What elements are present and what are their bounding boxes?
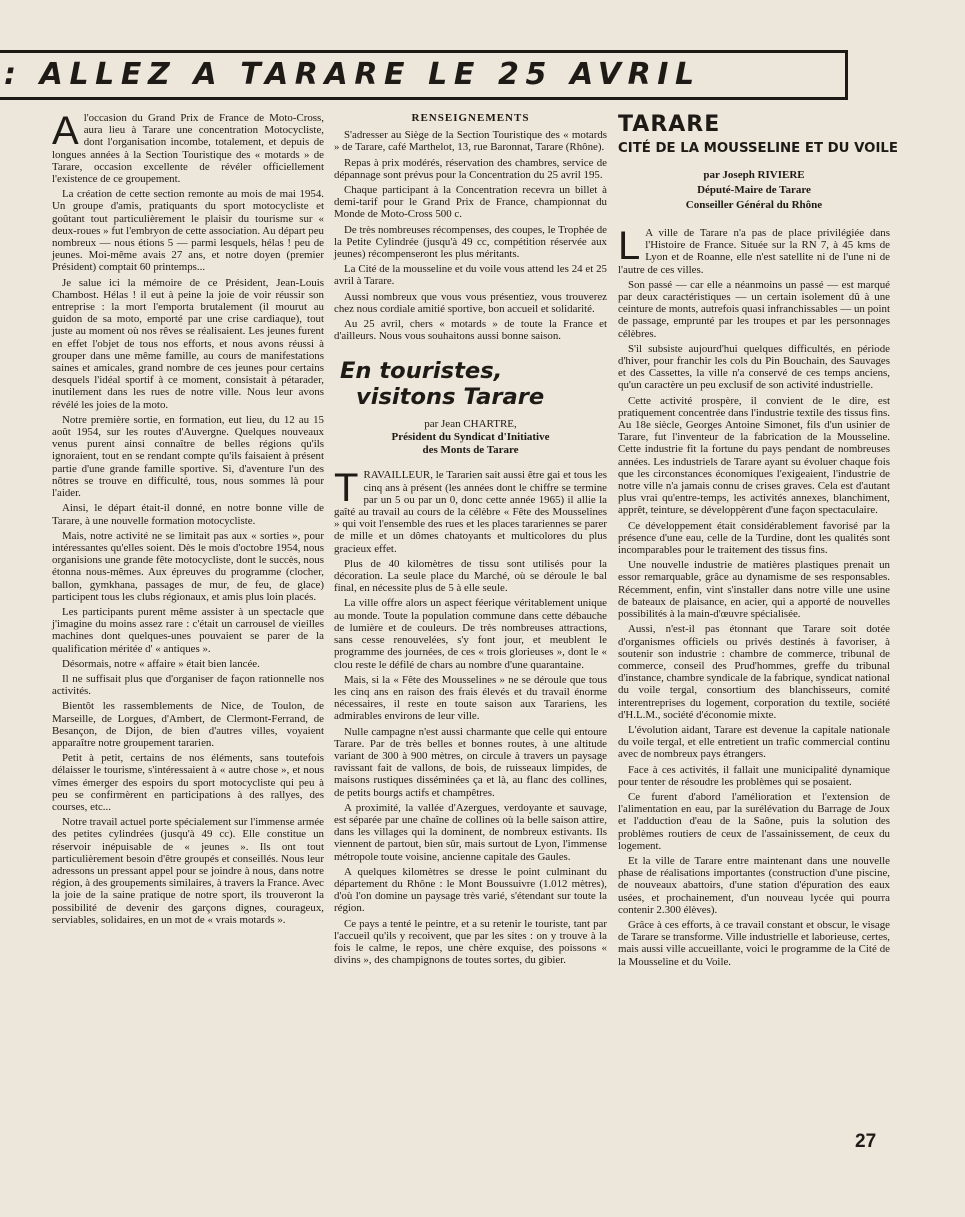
article-paragraph: Notre travail actuel porte spécialement sur l'immense armée des petites cylindrées (jusqu'à 49 cc). Elle constitue un réservoir inépuisable de « jeunes ». Ils ont tout particulièrement besoin d'être groupés et conseillés. Nous leur adressons un pressant appel pour se joindre à nous, dans notre région, à des groupements similaires, à travers la France. Avec la joie de la saine pratique de notre sport, ils trouveront la possibilité de devenir des garçons dignes, courageux, serviables, solidaires, en un mot de « vrais motards ». <box>52 816 324 926</box>
middle-column <box>334 112 607 969</box>
headline: : ALLEZ A TARARE LE 25 AVRIL <box>4 57 701 92</box>
article-paragraph: Aussi, n'est-il pas étonnant que Tarare soit dotée d'organismes officiels ou privés destinés à favoriser, à soutenir son industrie : chambre de commerce, tribunal de commerce, conseil des Prud'hommes, greffe du tribunal d'instance, chambre syndicale de la fabrique, syndicat national du voile tergal, consortium des blanchisseurs, comité interentreprises du logement, corporation du textile, société d'H.L.M., société d'économie mixte. <box>618 623 891 721</box>
article-paragraph: Les participants purent même assister à un spectacle que j'imagine du moins assez rare : c'était un carrousel de vieilles machines dont quelques-unes pouvaient se parer de la qualification méritée d' « antiques ». <box>52 605 324 655</box>
article-paragraph: Ainsi, le départ était-il donné, en notre bonne ville de Tarare, à une nouvelle formation motocycliste. <box>52 502 324 527</box>
article-paragraph: Il ne suffisait plus que d'organiser de façon rationnelle nos activités. <box>52 672 324 698</box>
article-paragraph: Notre première sortie, en formation, eut lieu, du 12 au 15 août 1954, sur les routes d'Auvergne. Quelques nouveaux venus purent ainsi connaître de belles régions qu'ils ignoraient, tout en se rendant compte qu'ils faisaient à présent partie d'une grande famille sportive. Si, d'aventure l'un des nôtres se trouve en difficulté, tous, nous sommes là pour l'aider. <box>52 413 324 500</box>
article-paragraph: S'il subsiste aujourd'hui quelques difficultés, en période d'hiver, pour franchir les cols du Pin Bouchain, des Sauvages et des Cassettes, la ville n'a conservé de ces temps anciens, qu'un caractère un peu exclusif de son activité industrielle. <box>618 342 890 392</box>
article-paragraph: Mais, notre activité ne se limitait pas aux « sorties », pour intéressantes qu'elles soient. Dès le mois d'octobre 1954, nous organisions une grande fête motocycliste, dont le succès, nous étonna nous-mêmes. Aux épreuves du programme (clocher, ballon, gymkhana, passages de mur, de feu, de glace) participent tous les clubs régionaux, et amis plus loin placés. <box>52 529 324 603</box>
drop-cap: T <box>334 466 359 511</box>
drop-cap: L <box>618 224 641 268</box>
article-paragraph: A proximité, la vallée d'Azergues, verdoyante et sauvage, est séparée par une chaîne de collines où la belle saison attire, dans les villages qui la dominent, de nombreux estivants. Ils viennent de partout, bien sûr, mais surtout de Lyon, l'immense métropole toute voisine, ancienne capitale des Gaules. <box>334 801 607 863</box>
article-moto-section <box>52 109 324 929</box>
article-paragraph: L'évolution aidant, Tarare est devenue la capitale nationale du voile tergal, et elle entretient un trafic commercial continu avec de nombreux pays étrangers. <box>618 723 890 761</box>
tarare-subtitle: CITÉ DE LA MOUSSELINE ET DU VOILE <box>618 141 898 156</box>
tourist-article-byline: par Jean CHARTRE, Président du Syndicat d'Initiative des Monts de Tarare <box>391 418 550 457</box>
article-paragraph: Ce furent d'abord l'amélioration et l'extension de l'alimentation en eau, par la surélévation du Barrage de Joux et l'adduction d'eau de la Saône, puis la solution des problèmes routiers de ceux de l'assainissement, de ceux du logement. <box>618 790 890 852</box>
info-paragraph: Chaque participant à la Concentration recevra un billet à demi-tarif pour le Grand Prix de France, championnat du Monde de Moto-Cross 500 c. <box>334 184 607 221</box>
article-paragraph: Al'occasion du Grand Prix de France de Moto-Cross, aura lieu à Tarare une concentration Motocycliste, dont l'organisation incombe, totalement, et depuis de longues années à la Section Touristique des « motards » de Tarare, occasion excellente de révéler officiellement l'existence de ce groupement. <box>52 109 324 186</box>
article-paragraph: Une nouvelle industrie de matières plastiques prenait un essor remarquable, grâce au dynamisme de ses responsables. Récemment, enfin, vint s'installer dans notre ville une usine de bateaux de plaisance, en acier, qui a apporté de nouvelles possibilités à la main-d'œuvre spécialisée. <box>618 559 890 621</box>
page-number: 27 <box>855 1131 877 1152</box>
tourist-article-title: En touristes, visitons Tarare <box>340 358 545 411</box>
drop-cap: A <box>52 109 79 153</box>
article-paragraph: Petit à petit, certains de nos éléments, sans toutefois délaisser le tourisme, s'intéressaient à « autre chose », et nous vîmes émerger des espoirs du sport motocycliste qui peu à peu se confirmèrent en participations à des rallyes, des courses, etc... <box>52 752 324 813</box>
right-column <box>618 112 898 971</box>
article-paragraph: Mais, si la « Fête des Mousselines » ne se déroule que tous les cinq ans en raison des frais élevés et du travail énorme nécessaires, il reste en toute saison aux Tarariens, les admirables environs de leur ville. <box>334 673 607 723</box>
info-paragraph: Au 25 avril, chers « motards » de toute la France et d'ailleurs. Nous vous souhaitons aussi bonne saison. <box>334 318 607 343</box>
article-paragraph: Face à ces activités, il fallait une municipalité dynamique pour tenter de résoudre les problèmes qui se posaient. <box>618 763 890 788</box>
article-paragraph: Grâce à ces efforts, à ce travail constant et obscur, le visage de Tarare se transforme. Ville industrielle et laborieuse, certes, mais aussi ville accueillante, voici le programme de la Cité de la Mousseline et du Voile. <box>618 918 890 968</box>
renseignements-heading: RENSEIGNEMENTS <box>411 112 530 124</box>
tarare-byline: par Joseph RIVIERE Député-Maire de Tarare Conseiller Général du Rhône <box>685 169 823 211</box>
info-paragraph: Aussi nombreux que vous vous présentiez, vous trouverez chez nous cordiale amitié sportive, bon accueil et solidarité. <box>334 290 607 315</box>
article-paragraph: Son passé — car elle a néanmoins un passé — est marqué par deux caractéristiques — un certain isolement dû à une ceinture de monts, autrefois quasi infranchissables — un point de passage, emprunté par les troupes et par les personnages célèbres. <box>618 278 890 340</box>
tarare-title: TARARE <box>618 112 721 137</box>
article-paragraph: A quelques kilomètres se dresse le point culminant du département du Rhône : le Mont Boussuivre (1.012 mètres), d'où l'on domine un paysage très varié, s'étendant sur toute la région. <box>334 865 607 915</box>
article-paragraph: L A ville de Tarare n'a pas de place privilégiée dans l'Histoire de France. Située sur la RN 7, à 45 kms de Lyon et de Roanne, elle n'est satellite ni de l'une ni de l'autre de ces villes. <box>618 224 890 276</box>
article-paragraph: TRAVAILLEUR, le Tararien sait aussi être gai et tous les cinq ans à présent (les années dont le chiffre se termine par un 5 ou par un 0, donc cette année 1965) il allie la gaîté au travail au cours de la célèbre « Fête des Mousselines » qui voit l'ensemble des rues et les places tarariennes se parer de mille et un dômes chatoyants et multicolores du plus gracieux effet. <box>334 466 607 555</box>
headline-banner <box>0 50 848 100</box>
info-paragraph: De très nombreuses récompenses, des coupes, le Trophée de la Petite Cylindrée (jusqu'à 49 cc, compétition réservée aux jeunes) récompenseront les plus méritants. <box>334 223 607 261</box>
article-paragraph: Plus de 40 kilomètres de tissu sont utilisés pour la décoration. La seule place du Marché, où se déroule le bal final, en nécessite plus de 5 à elle seule. <box>334 557 607 595</box>
article-paragraph: Cette activité prospère, il convient de le dire, est pratiquement concentrée dans l'industrie textile des tissus fins. Au 18e siècle, Georges Antoine Simonet, fils d'un usinier de Tarare, fut l'inventeur de la fabrication de la Mousseline. Cette industrie fit la fortune du pays pendant de nombreuses années. Les industriels de Tarare ayant su évoluer chaque fois que les circonstances économiques l'exigeaient, l'industrie de notre ville n'a jamais connu de crises graves. Cela est d'autant plus vrai qu'entre-temps, les activités annexes, blanchiment, apprêt, teinture, se développèrent d'une façon spectaculaire. <box>618 394 890 517</box>
article-paragraph: La ville offre alors un aspect féerique véritablement unique au monde. Toute la population commune dans cette débauche de lumière et de couleurs. De très nombreuses attractions, sans cesse renouvelées, s'y font jour, et meublent le programme des journées, de ces « trois glorieuses », dont le « clou reste le défilé de chars au nombre d'une quarantaine. <box>334 597 607 671</box>
info-paragraph: La Cité de la mousseline et du voile vous attend les 24 et 25 avril à Tarare. <box>334 263 607 288</box>
article-paragraph: Ce développement était considérablement favorisé par la présence d'une eau, celle de la Turdine, dont les qualités sont incomparables pour le traitement des tissus fins. <box>618 519 890 557</box>
info-paragraph: S'adresser au Siège de la Section Touristique des « motards » de Tarare, café Marthelot, 13, rue Baronnat, Tarare (Rhône). <box>334 129 607 154</box>
article-paragraph: Ce pays a tenté le peintre, et a su retenir le touriste, tant par l'accueil qu'ils y recoivent, que par les sites : on y trouve à la fois le calme, le repos, une chère exquise, des poissons « divins », des champignons de toutes sortes, du gibier. <box>334 917 607 967</box>
article-paragraph: Bientôt les rassemblements de Nice, de Toulon, de Marseille, de Lorgues, d'Ambert, de Clermont-Ferrand, de Besançon, de Dijon, de bien d'autres villes, voyaient apparaître notre groupement tararien. <box>52 700 324 749</box>
article-paragraph: Désormais, notre « affaire » était bien lancée. <box>62 657 260 670</box>
article-paragraph: Et la ville de Tarare entre maintenant dans une nouvelle phase de réalisations importantes (construction d'une piscine, de nouveaux abattoirs, d'une station d'épuration des eaux usées, et prochainement, d'un nouveau lycée qui pourra contenir 2.300 élèves). <box>618 854 890 916</box>
article-paragraph: La création de cette section remonte au mois de mai 1954. Un groupe d'amis, pratiquants du sport motocycliste et goûtant tout particulièrement le plaisir du tourisme sur « deux-roues » fut l'embryon de cette association. Au départ peu nombreux — nous étions 5 — parmi lesquels, hélas ! peu de jeunes. Moi-même avais 27 ans, et notre doyen (premier Président) comptait 60 printemps... <box>52 188 324 274</box>
article-paragraph: Nulle campagne n'est aussi charmante que celle qui entoure Tarare. Par de très belles et bonnes routes, à une altitude variant de 300 à 900 mètres, on circule à travers un paysage ravissant fait de vallons, de bois, de ruisseaux limpides, de maisons rustiques disséminées ça et là, au flanc des collines, de petits bourgs actifs et champêtres. <box>334 725 607 799</box>
info-paragraph: Repas à prix modérés, réservation des chambres, service de dépannage sont prévus pour la Concentration du 25 avril 195. <box>334 156 607 181</box>
article-paragraph: Je salue ici la mémoire de ce Président, Jean-Louis Chambost. Hélas ! il eut à peine la joie de voir réussir son entreprise : la mort l'emporta brutalement (il mourut au guidon de sa moto, emporté par une crise cardiaque), tout juste au moment où nos rêves se réalisaient. Les jeunes furent en effet l'objet de tous nos efforts, et nous avons réussi à grouper dans une même famille, au cours de manifestations saines et amicales, grand nombre de ces jeunes pour certains desquels l'idéal sportif à ce moment, consistait à pétarader, inutilement dans les rues de notre ville. Nous leur avons révélé les joies de la moto. <box>52 276 324 411</box>
